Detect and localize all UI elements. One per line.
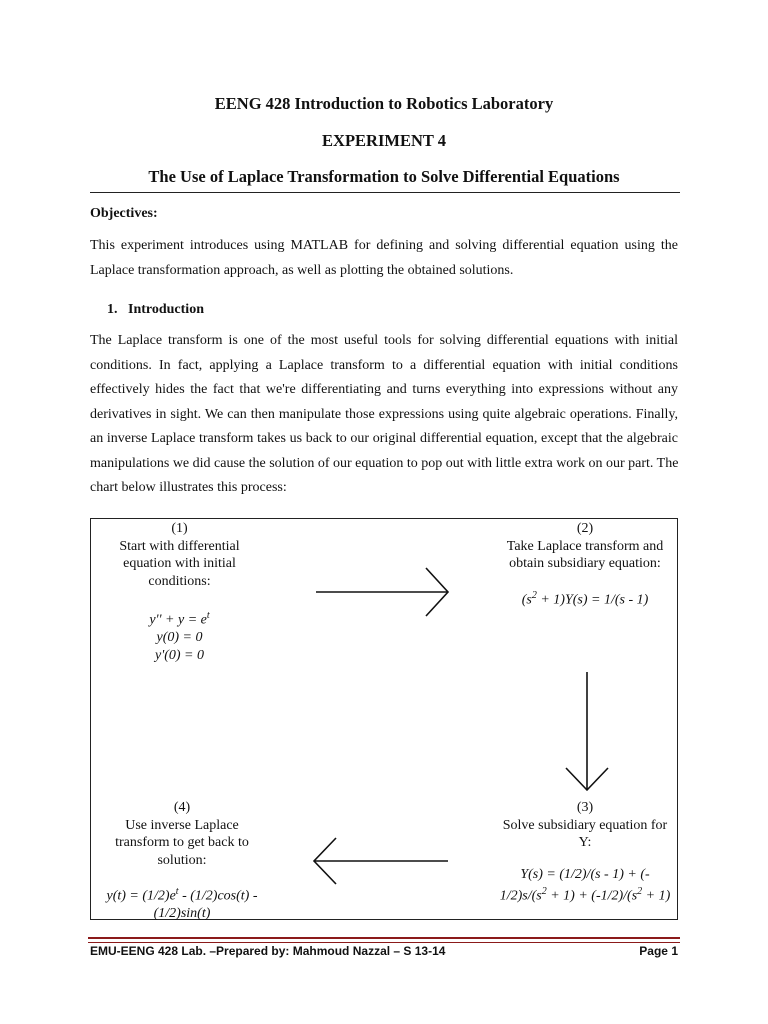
step-1-initial-condition: y'(0) = 0 — [155, 647, 204, 663]
introduction-line: derivatives in sight. We can then manipulate those expressions using quite algebraic operations. Finally, — [90, 406, 678, 422]
step-3-solution-line: $1/2)s/(s^2 + 1) + (-1/2)/(s^2 + 1)$ — [499, 886, 671, 904]
step-3-text: Y: — [578, 835, 592, 850]
step-1-text: conditions: — [148, 573, 211, 589]
step-4-text: solution: — [157, 852, 207, 868]
step-4-text: transform to get back to — [115, 835, 249, 850]
objectives-heading: Objectives: — [90, 206, 158, 221]
footer-divider — [88, 937, 680, 939]
step-1-initial-condition: y(0) = 0 — [156, 630, 203, 646]
page-number: Page 1 — [639, 944, 678, 958]
step-1-text: Start with differential — [119, 538, 240, 554]
arrow-down-icon — [566, 672, 608, 790]
introduction-heading: 1. Introduction — [107, 302, 204, 317]
step-3-number: (3) — [576, 800, 594, 815]
arrow-right-icon — [316, 568, 448, 616]
experiment-number: EXPERIMENT 4 — [322, 131, 446, 150]
step-4-text: Use inverse Laplace — [125, 817, 239, 833]
course-title: EENG 428 Introduction to Robotics Laboratory — [214, 94, 554, 113]
footer-text: EMU-EENG 428 Lab. –Prepared by: Mahmoud Nazzal – S 13-14 — [90, 944, 446, 958]
step-1-equation: $y'' + y = e^t$ — [149, 610, 210, 628]
step-3-text: Solve subsidiary equation for — [502, 817, 668, 833]
step-2-number: (2) — [576, 521, 594, 536]
introduction-line: conditions. In fact, applying a Laplace transform to a differential equation with initial conditions — [90, 357, 678, 373]
introduction-line: chart below illustrates this process: — [90, 480, 287, 495]
objectives-line: Laplace transformation approach, as well as plotting the obtained solutions. — [90, 262, 514, 278]
step-1-number: (1) — [171, 521, 188, 536]
step-3-solution-line: Y(s) = (1/2)/(s - 1) + (- — [520, 866, 650, 882]
step-4-solution-line: $y(t) = (1/2)e^t - (1/2)\cos(t)$ - — [106, 886, 258, 904]
step-1-text: equation with initial — [123, 556, 236, 571]
step-4-solution-line: (1/2)sin(t) — [153, 906, 211, 922]
objectives-line: This experiment introduces using MATLAB for defining and solving differential equation using the — [90, 238, 678, 253]
introduction-line: The Laplace transform is one of the most useful tools for solving differential equations with initial — [90, 333, 678, 348]
step-2-text: obtain subsidiary equation: — [509, 556, 661, 571]
document-title: The Use of Laplace Transformation to Solve Differential Equations — [148, 167, 620, 186]
step-2-subsidiary-equation: $(s^2 + 1)Y(s) = 1/(s - 1)$ — [521, 589, 649, 608]
step-4-number: (4) — [173, 800, 191, 815]
introduction-line: manipulations we did cause the solution of our equation to pop out with little extra work on our part. The — [90, 455, 679, 471]
introduction-line: an inverse Laplace transform takes us back to our original differential equation, except that the algebraic — [90, 431, 678, 446]
step-2-text: Take Laplace transform and — [506, 538, 664, 554]
introduction-line: effectively hides the fact that we're differentiating and turns everything into expressions without any — [90, 382, 678, 397]
footer-divider-thin — [88, 942, 680, 943]
arrow-left-icon — [314, 838, 448, 884]
